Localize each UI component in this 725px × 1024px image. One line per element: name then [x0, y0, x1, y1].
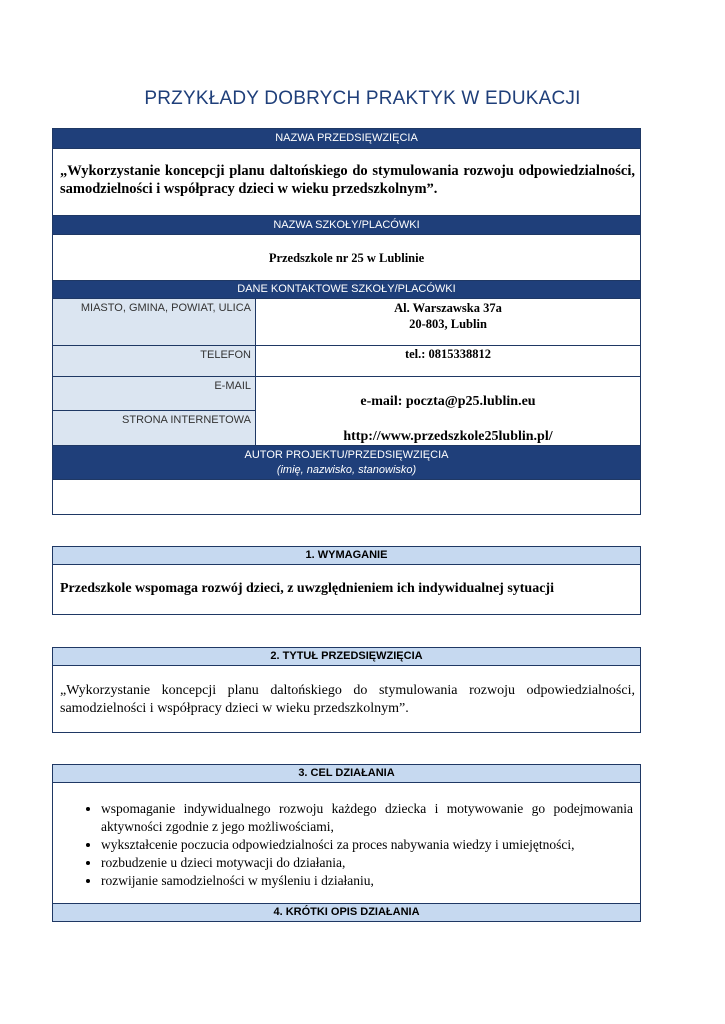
- author-header: [53, 446, 640, 480]
- author-header-title: AUTOR PROJEKTU/PRZEDSIĘWZIĘCIA: [244, 449, 449, 461]
- website-label: STRONA INTERNETOWA: [53, 411, 255, 445]
- section-title-header: 2. TYTUŁ PRZEDSIĘWZIĘCIA: [53, 648, 640, 666]
- address-label: MIASTO, GMINA, POWIAT, ULICA: [53, 299, 256, 345]
- contact-header: DANE KONTAKTOWE SZKOŁY/PLACÓWKI: [53, 281, 640, 299]
- author-header-subtitle: (imię, nazwisko, stanowisko): [276, 464, 417, 476]
- section-requirement-text: Przedszkole wspomaga rozwój dzieci, z uwzględnieniem ich indywidualnej sytuacji: [60, 581, 554, 596]
- project-name-value: „Wykorzystanie koncepcji planu daltońskiego do stymulowania rozwoju odpowiedzialności, samodzielności i współpracy dzieci w wieku przedszkolnym”.: [53, 149, 640, 216]
- goal-item: • wykształcenie poczucia odpowiedzialności za proces nabywania wiedzy i umiejętności,: [101, 836, 633, 854]
- website-link[interactable]: http://www.przedszkole25lublin.pl/: [343, 429, 553, 444]
- email-value[interactable]: e-mail: poczta@p25.lublin.eu: [360, 394, 536, 409]
- goal-list: [53, 800, 633, 890]
- goal-item: • rozbudzenie u dzieci motywacji do działania,: [101, 854, 633, 872]
- phone-row: [53, 346, 640, 377]
- address-street: Al. Warszawska 37a: [394, 301, 502, 315]
- address-row: [53, 299, 640, 346]
- project-info-table: [52, 128, 641, 515]
- address-city: 20-803, Lublin: [409, 317, 487, 331]
- goal-item: • wspomaganie indywidualnego rozwoju każdego dziecka i motywowanie go podejmowania aktywności zgodnie z jego możliwościami,: [101, 800, 633, 836]
- phone-label: TELEFON: [53, 346, 256, 376]
- section-goal-header: 3. CEL DZIAŁANIA: [53, 765, 640, 783]
- school-name-header: NAZWA SZKOŁY/PLACÓWKI: [53, 216, 640, 235]
- email-label: E-MAIL: [53, 377, 255, 411]
- phone-value: tel.: 0815338812: [404, 347, 492, 361]
- address-value: [256, 299, 640, 345]
- section-title: [52, 647, 641, 733]
- section-description-header: 4. KRÓTKI OPIS DZIAŁANIA: [53, 904, 640, 921]
- web-contacts: [53, 377, 640, 446]
- section-requirement: [52, 546, 641, 615]
- section-goal: [52, 764, 641, 922]
- author-value: [53, 480, 640, 513]
- goal-item: • rozwijanie samodzielności w myśleniu i działaniu,: [101, 872, 633, 890]
- section-title-text: „Wykorzystanie koncepcji planu daltońskiego do stymulowania rozwoju odpowiedzialności, samodzielności i współpracy dzieci w wieku przedszkolnym”.: [60, 683, 635, 716]
- section-requirement-header: 1. WYMAGANIE: [53, 547, 640, 565]
- project-name-header: NAZWA PRZEDSIĘWZIĘCIA: [53, 129, 640, 149]
- page-title: PRZYKŁADY DOBRYCH PRAKTYK W EDUKACJI: [144, 88, 581, 109]
- school-name-value: Przedszkole nr 25 w Lublinie: [53, 235, 640, 281]
